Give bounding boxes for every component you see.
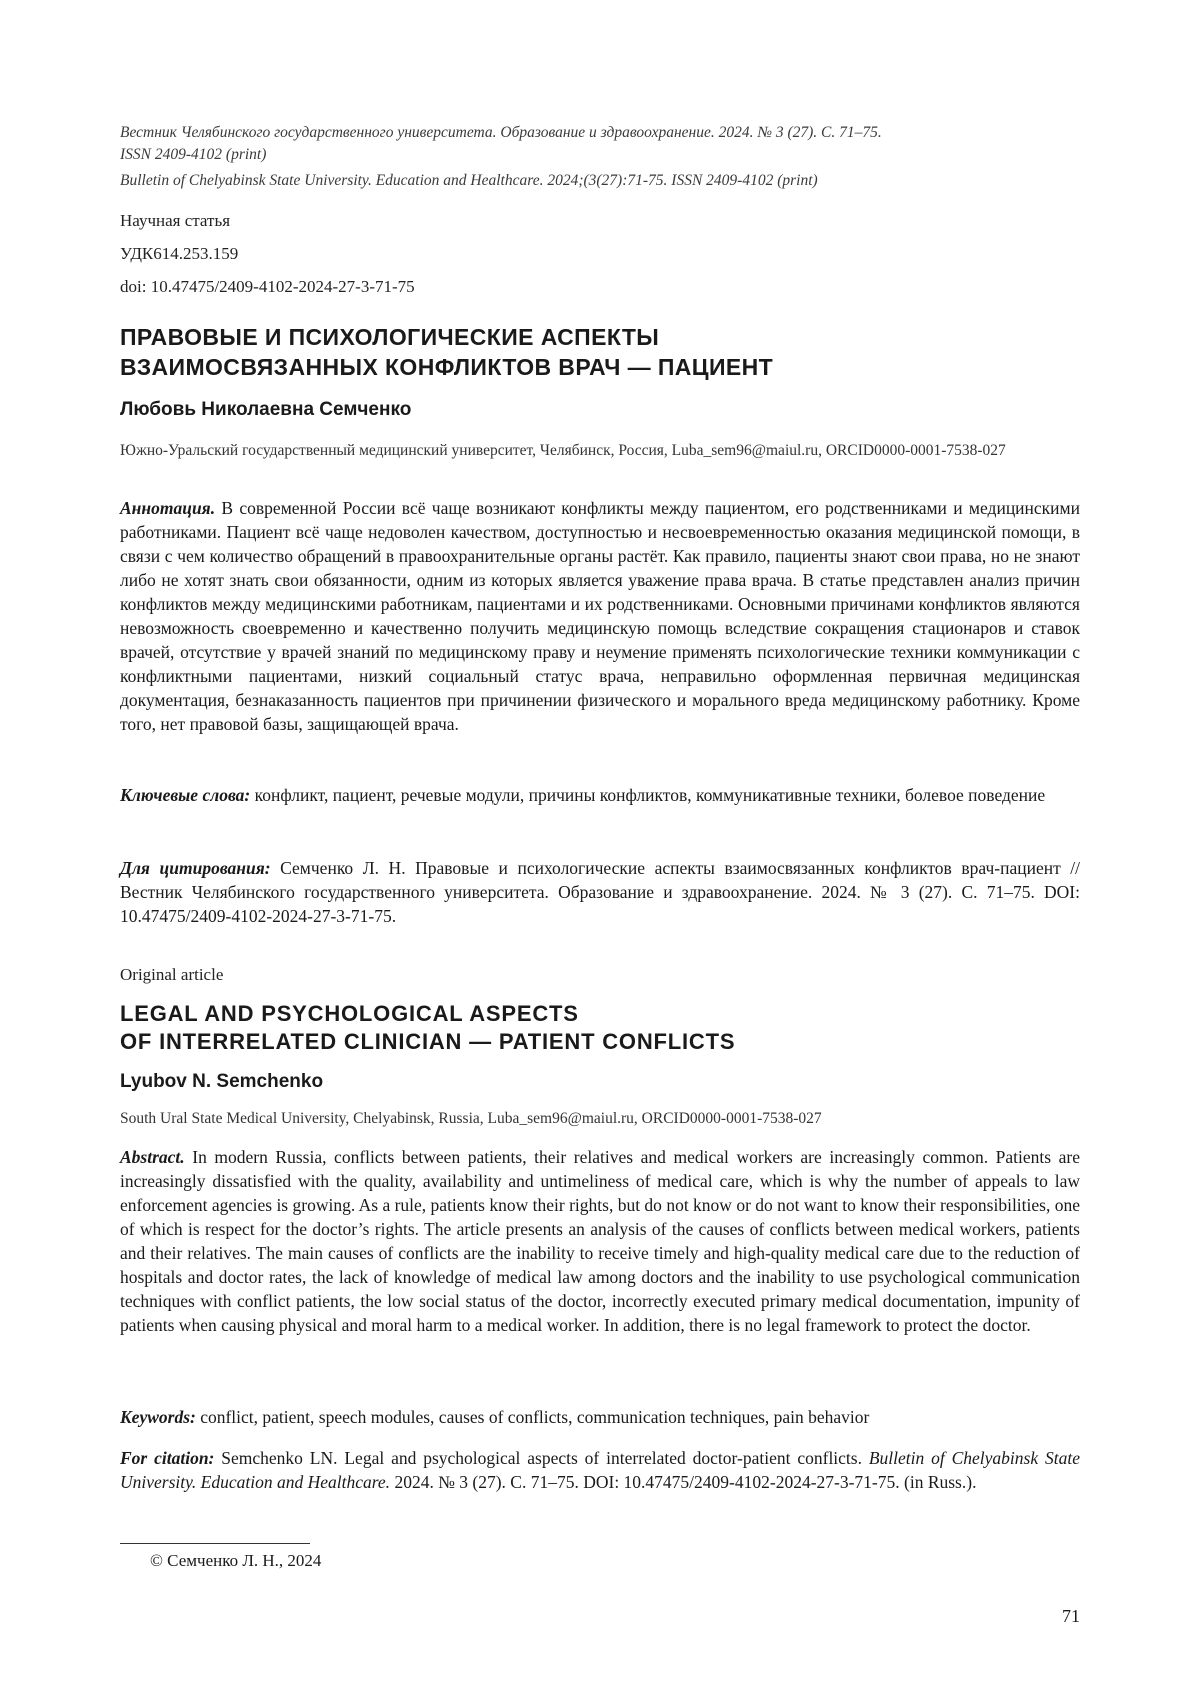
citation-en-text-2: 2024. № 3 (27). С. 71–75. DOI: 10.47475/2409-4102-2024-27-3-71-75. (in Russ.). [394,1472,977,1492]
doi: doi: 10.47475/2409-4102-2024-27-3-71-75 [120,277,415,296]
author-ru: Любовь Николаевна Семченко [120,399,412,420]
title-en-line1: LEGAL AND PSYCHOLOGICAL ASPECTS [120,1001,579,1026]
title-en-line2: OF INTERRELATED CLINICIAN — PATIENT CONFLICTS [120,1029,736,1054]
citation-en-label: For citation: [120,1448,215,1468]
journal-header-en: Bulletin of Chelyabinsk State University. Education and Healthcare. 2024;(3(27):71-75. ISSN 2409-4102 (print) [120,172,818,189]
footnote-divider [120,1543,310,1544]
keywords-ru-label: Ключевые слова: [120,785,251,805]
citation-ru [120,856,1080,928]
citation-en-journal: Bulletin of Chelyabinsk State University. Education and Healthcare. [120,1448,1080,1492]
abstract-en-text: In modern Russia, conflicts between patients, their relatives and medical workers are increasingly common. Patients are increasingly dissatisfied with the quality, availability and untimeliness of medical care, which is why the number of appeals to law enforcement agencies is growing. As a rule, patients know their rights, but do not know or do not want to know their responsibilities, one of which is respect for the doctor’s rights. The article presents an analysis of the causes of conflicts between medical workers, patients and their relatives. The main causes of conflicts are the inability to receive timely and high-quality medical care due to the reduction of hospitals and doctor rates, the lack of knowledge of medical law among doctors and the inability to use psychological communication techniques with conflict patients, the low social status of the doctor, incorrectly executed primary medical documentation, impunity of patients when causing physical and moral harm to a medical worker. In addition, there is no legal framework to protect the doctor. [120,1147,1080,1335]
title-ru-line2: ВЗАИМОСВЯЗАННЫХ КОНФЛИКТОВ ВРАЧ — ПАЦИЕНТ [120,354,774,380]
citation-ru-text: Семченко Л. Н. Правовые и психологические аспекты взаимосвязанных конфликтов врач-пациент // Вестник Челябинского государственного университета. Образование и здравоохранение. 2024. № 3 (27). С. 71–75. DOI: 10.47475/2409-4102-2024-27-3-71-75. [120,858,1081,926]
keywords-ru-text: конфликт, пациент, речевые модули, причины конфликтов, коммуникативные техники, болевое поведение [254,785,1046,805]
journal-issn: ISSN 2409-4102 (print) [120,146,267,163]
keywords-ru [120,783,1080,807]
citation-en-text-1: Semchenko LN. Legal and psychological aspects of interrelated doctor-patient conflicts. [221,1448,862,1468]
keywords-en [120,1405,1080,1429]
author-en: Lyubov N. Semchenko [120,1071,324,1092]
article-type-en: Original article [120,965,224,984]
affiliation-ru: Южно-Уральский государственный медицинский университет, Челябинск, Россия, Luba_sem96@maiul.ru, ORCID0000-0001-7538-027 [120,442,1006,459]
abstract-ru [120,496,1080,736]
abstract-en [120,1145,1080,1337]
keywords-en-label: Keywords: [120,1407,196,1427]
page-number: 71 [1062,1606,1080,1626]
citation-en [120,1446,1080,1494]
title-ru-line1: ПРАВОВЫЕ И ПСИХОЛОГИЧЕСКИЕ АСПЕКТЫ [120,324,660,350]
article-type-ru: Научная статья [120,211,231,230]
abstract-ru-text: В современной России всё чаще возникают конфликты между пациентом, его родственниками и медицинскими работниками. Пациент всё чаще недоволен качеством, доступностью и несвоевременностью оказания медицинской помощи, в связи с чем количество обращений в правоохранительные органы растёт. Как правило, пациенты знают свои права, но не знают либо не хотят знать свои обязанности, одним из которых является уважение права врача. В статье представлен анализ причин конфликтов между медицинскими работникам, пациентами и их родственниками. Основными причинами конфликтов являются невозможность своевременно и качественно получить медицинскую помощь вследствие сокращения стационаров и ставок врачей, отсутствие у врачей знаний по медицинскому праву и неумение применять психологические техники коммуникации с конфликтными пациентами, низкий социальный статус врача, неправильно оформленная первичная медицинская документация, безнаказанность пациентов при причинении физического и морального вреда медицинскому работнику. Кроме того, нет правовой базы, защищающей врача. [120,498,1080,734]
udk-code: УДК614.253.159 [120,244,239,263]
journal-header-ru: Вестник Челябинского государственного университета. Образование и здравоохранение. 2024. № 3 (27). С. 71–75. [120,124,882,141]
abstract-ru-label: Аннотация. [120,498,216,518]
citation-ru-label: Для цитирования: [120,858,271,878]
abstract-en-label: Abstract. [120,1147,185,1167]
keywords-en-text: conflict, patient, speech modules, causes of conflicts, communication techniques, pain behavior [200,1407,870,1427]
affiliation-en: South Ural State Medical University, Chelyabinsk, Russia, Luba_sem96@maiul.ru, ORCID0000-0001-7538-027 [120,1110,822,1127]
copyright-note: © Семченко Л. Н., 2024 [150,1551,322,1570]
